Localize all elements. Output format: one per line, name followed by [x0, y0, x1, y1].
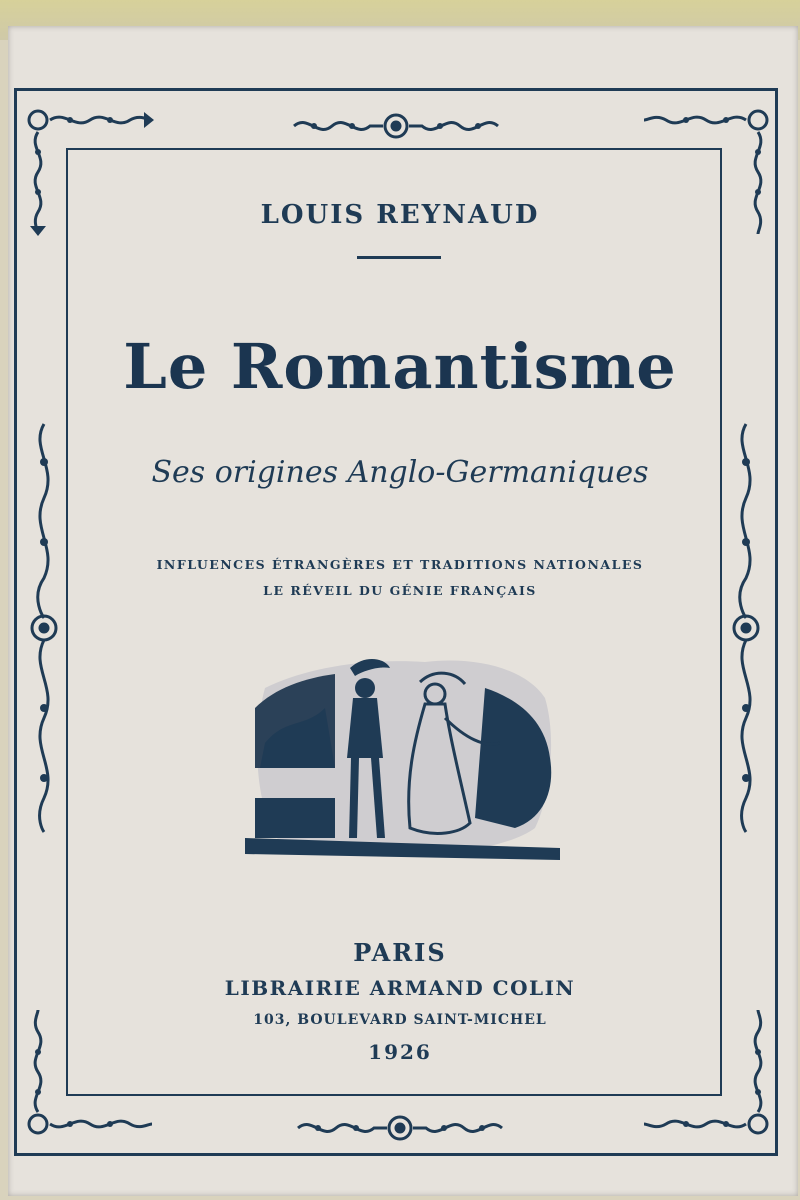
publisher-address: 103, BOULEVARD SAINT-MICHEL: [253, 1012, 547, 1028]
book-title: Le Romantisme: [123, 330, 677, 403]
influences-line-1: INFLUENCES ÉTRANGÈRES ET TRADITIONS NATIONALES: [156, 557, 644, 572]
top-rosette-garland-icon: [288, 108, 504, 144]
publication-year: 1926: [368, 1040, 432, 1064]
top-right-corner-ornament-icon: [636, 102, 776, 242]
title-divider-rule: [357, 256, 441, 259]
bottom-left-corner-ornament-icon: [20, 1002, 160, 1142]
left-vertical-ornament-icon: [24, 418, 64, 838]
right-vertical-ornament-icon: [726, 418, 766, 838]
bottom-right-corner-ornament-icon: [636, 1002, 776, 1142]
engraved-vignette-icon: [245, 648, 560, 872]
author-name: LOUIS REYNAUD: [260, 200, 540, 230]
influences-block: [120, 552, 680, 604]
book-subtitle: Ses origines Anglo-Germaniques: [151, 455, 649, 490]
top-left-corner-ornament-icon: [20, 102, 160, 242]
influences-line-2: LE RÉVEIL DU GÉNIE FRANÇAIS: [263, 583, 537, 598]
bottom-rosette-garland-icon: [292, 1110, 508, 1146]
publication-city: PARIS: [353, 938, 447, 967]
publisher-name: LIBRAIRIE ARMAND COLIN: [224, 976, 576, 1000]
